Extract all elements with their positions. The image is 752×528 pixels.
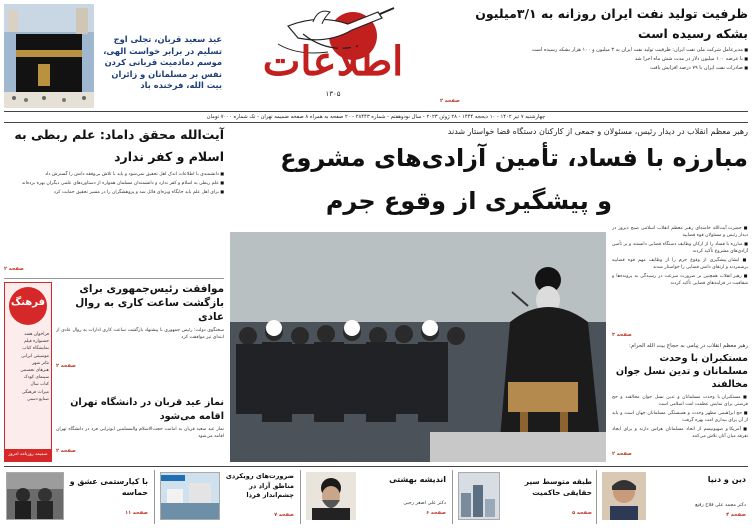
bottom-title-middle-class: طبقه متوسط سیر حقایقی حاکمیت [524,477,592,497]
bottom-item-kiarostami[interactable] [4,470,150,524]
main-body-paragraph: ■ حضرت آیت‌الله خامنه‌ای رهبر معظم انقلاب اسلامی صبح دیروز در دیدار رئیس و مسئولان قوه قضاییه [612,224,748,239]
middle-class-thumb [458,472,500,520]
bottom-title-beheshti: اندیشه بهشتی [389,475,446,484]
farhang-box [4,282,52,462]
bottom-item-free-zones[interactable] [158,470,296,524]
bottom-item-religion[interactable] [600,470,748,524]
main-kicker: رهبر معظم انقلاب در دیدار رئیس، مسئولان و جمعی از کارکنان دستگاه قضا خواستار شدند [447,127,748,136]
hajj-headline: عید سعید قربان، تجلی اوج تسلیم در برابر خواست الهی، موسم دمادمیت قربانی کردن نفس بر مسلمانان و زائران بیت الله، فرخنده باد [103,34,222,90]
sidebar-story [612,342,748,464]
oil-bullet: ■ صادرات نفت ایران با ۷۹ درصد افزایش یافت [440,64,748,72]
farhang-item: فراخوان هفته [24,332,49,337]
bottom-title-kiarostami: با کیارستمی عشق و حماسه [69,477,148,497]
main-headline-line1: مبارزه با فساد، تأمین آزادی‌های مشروع [280,144,748,172]
farhang-footer: ضمیمه روزنامه امروز [5,449,51,461]
main-page-ref: صفحه ۳ [612,332,632,338]
farhang-title: فرهنگ [10,297,46,308]
eid-prayer-story [56,396,224,462]
bottom-page-free-zones: صفحه ۷ [274,512,294,518]
kiarostami-thumb [6,472,64,520]
bottom-page-beheshti: صفحه ۶ [426,510,446,516]
farhang-items [7,331,49,403]
farhang-item: میراث فرهنگی [21,389,49,395]
bottom-item-beheshti[interactable] [304,470,448,524]
farhang-item: هنرهای تجسمی [20,368,49,374]
farhang-item: موسیقی ایرانی [21,353,49,359]
ayatollah-story [4,124,224,276]
masthead-title: اطلاعات [262,38,404,85]
masthead-year: ۱۳۰۵ [325,90,341,98]
bottom-item-middle-class[interactable] [456,470,594,524]
sidebar-kicker: رهبر معظم انقلاب در پیامی به حجاج بیت الله الحرام: [629,343,748,349]
oil-bullets [440,46,748,98]
work-hours-body: سخنگوی دولت: رئیس جمهوری با پیشنهاد بازگشت ساعت کاری ادارات به روال عادی از ابتدای تیر موافقت کرد [56,328,224,340]
oil-bullet: ■ با عرضه ۱۰۰ میلیون دلار در مدت شش ماه اجرا شد [440,55,748,63]
farhang-item: جشنواره فیلم [23,339,49,345]
sidebar-body-paragraph: ■ حج ابراهیمی مظهر وحدت و همبستگی مسلمانان جهان است و باید از آن برای بیداری امت بهره گرفت [612,409,748,424]
ayatollah-headline: آیت‌الله محقق داماد: علم ربطی به اسلام و کفر ندارد [14,127,224,164]
oil-bullet: ■ مدیرعامل شرکت ملی نفت ایران: ظرفیت تولید نفت ایران به ۳ میلیون و ۱۰۰ هزار بشکه رسیده است [440,46,748,54]
farhang-item: تئاتر شهر [31,360,49,366]
farhang-item: سینمای کودک [23,375,49,381]
hajj-box [4,4,222,108]
farhang-item: صنایع دستی [27,396,49,402]
dateline: چهارشنبه ۷ تیر ۱۴۰۲ - ۱۰ ذیحجه ۱۴۴۴ - ۲۸ ژوئن ۲۰۲۳ - سال نودوهفتم - شماره ۲۸۴۴۳ - ۲۰ صفحه به همراه ۸ صفحه ضمیمه تهران - تک شماره ۷۰۰۰ تومان [206,114,546,120]
ayatollah-body-paragraph: ■ علم ربطی به اسلام و کفر ندارد و دانشمندان مسلمان همواره از دستاوردهای علمی دیگران بهره برده‌اند [4,179,224,187]
sidebar-headline: مستکبران با وحدت مسلمانان و تدین نسل جوان مخالفند [615,353,748,390]
bottom-title-free-zones: ضرورت‌های رویکردی مناطق آزاد در چشم‌انداز فردا [225,472,294,499]
main-body [612,224,748,332]
ayatollah-body-paragraph: ■ دانشمندی با اطلاعات اندک اهل تحقیق نمی‌شود و باید با تلاش بی‌وقفه دانش را گسترش داد [4,170,224,178]
sidebar-body-paragraph: ■ آمریکا و صهیونیسم از اتحاد مسلمانان هراس دارند و برای ایجاد تفرقه میان آنان تلاش می‌کنند [612,425,748,440]
oil-page-ref: صفحه ۲ [440,98,460,104]
oil-headline: ظرفیت تولید نفت ایران روزانه به ۳/۱میلیون بشکه رسیده است [475,6,748,41]
main-headline-line2: و پیشگیری از وقوع جرم [325,187,612,215]
main-photo [230,232,606,462]
bottom-page-middle-class: صفحه ۵ [572,510,592,516]
farhang-item: کتاب سال [30,382,49,388]
main-body-paragraph: ■ رهبر انقلاب همچنین بر ضرورت سرعت در رسیدگی به پرونده‌ها و شفافیت در فرایندهای قضایی تأکید کردند [612,272,748,287]
bottom-page-kiarostami: صفحه ۱۱ [125,510,148,516]
eid-prayer-headline: نماز عید قربان در دانشگاه تهران اقامه می‌شود [70,397,224,422]
eid-prayer-page-ref: صفحه ۲ [56,448,76,454]
farhang-item: نمایشگاه کتاب [22,346,49,352]
ayatollah-page-ref: صفحه ۲ [4,266,24,272]
author-portrait [602,472,646,520]
bottom-page-religion: صفحه ۴ [726,512,746,518]
oil-story [440,4,748,108]
ayatollah-body-paragraph: ■ برای اهل علم باید جایگاه ویژه‌ای قائل شد و پژوهشگران را در مسیر تحقیق حمایت کرد [4,188,224,196]
sidebar-body-paragraph: ■ مستکبران با وحدت مسلمانان و تدین نسل جوان مخالفند و حج فرصتی برای نمایش عظمت امت اسلامی است [612,393,748,408]
masthead [238,4,428,108]
work-hours-story [56,282,224,384]
eid-prayer-body: نماز عید سعید قربان به امامت حجت‌الاسلام والمسلمین ابوترابی فرد در دانشگاه تهران اقامه می‌شود [56,427,224,439]
beheshti-portrait [306,472,356,520]
main-body-paragraph: ■ مبارزه با فساد را از ارکان وظایف دستگاه قضایی دانستند و بر تأمین آزادی‌های مشروع تأکید کردند [612,240,748,255]
bottom-byline-beheshti: دکتر علی اصغر رجبی [403,501,446,506]
sidebar-page-ref: صفحه ۲ [612,451,632,457]
kaaba-image [4,4,94,108]
work-hours-page-ref: صفحه ۲ [56,363,76,369]
bottom-title-religion: دین و دنیا [707,475,746,484]
free-zones-thumb [160,472,220,520]
sidebar-body [612,393,748,451]
ayatollah-body [4,170,224,266]
bottom-byline-religion: دکتر محمد علی فلاح رفیع [695,503,746,508]
main-body-paragraph: ■ ایشان پیشگیری از وقوع جرم را از وظایف مهم قوه قضاییه برشمردند و ارتقای دانش قضایی را خواستار شدند [612,256,748,271]
work-hours-headline: موافقت رئیس‌جمهوری برای بازگشت ساعت کاری به روال عادی [75,283,224,323]
